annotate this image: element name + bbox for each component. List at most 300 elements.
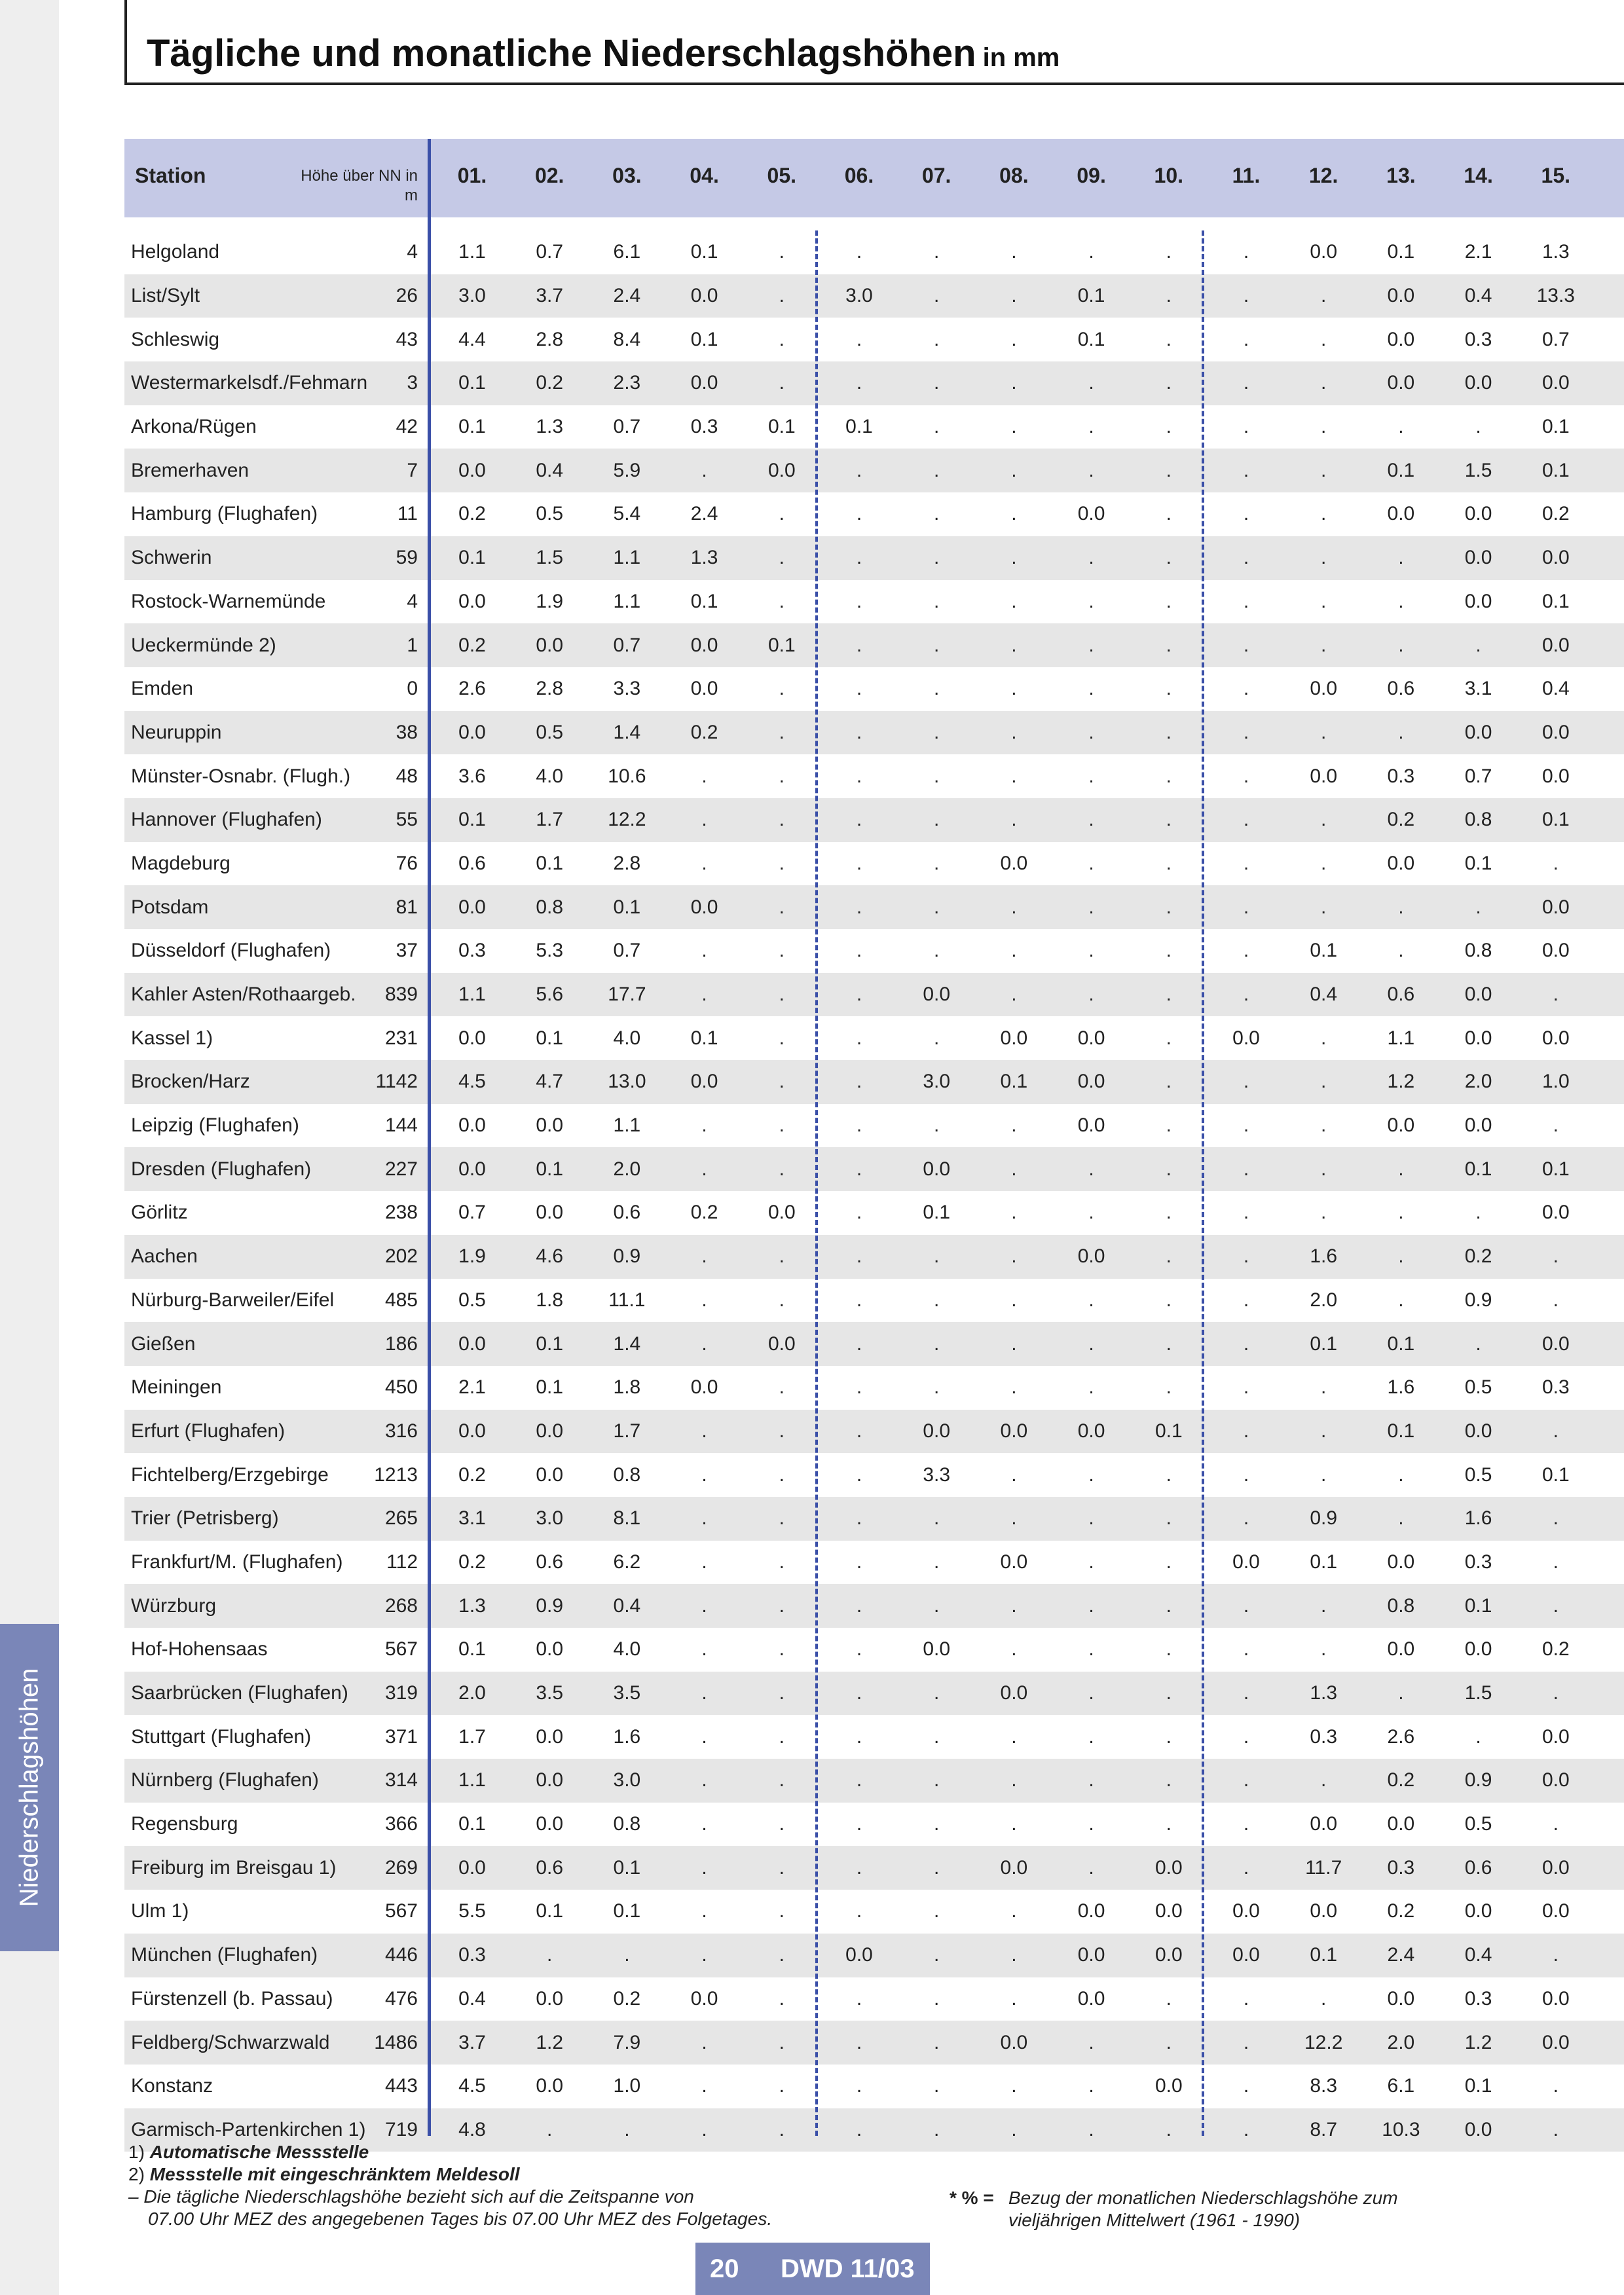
daily-value: 1.1: [458, 983, 486, 1006]
daily-value: .: [1166, 1245, 1172, 1268]
station-height: 11: [397, 503, 418, 525]
edition-label: DWD 11/03: [781, 2254, 915, 2283]
footnote-2-key: 2): [128, 2164, 145, 2184]
daily-value: .: [1321, 1594, 1327, 1617]
daily-value: .: [1088, 590, 1094, 612]
daily-value: .: [1011, 809, 1017, 831]
daily-value: .: [1475, 416, 1481, 438]
daily-value: .: [701, 1420, 707, 1442]
daily-value: 0.0: [1464, 721, 1492, 743]
station-name: Fichtelberg/Erzgebirge: [131, 1463, 329, 1486]
daily-value: .: [1166, 1725, 1172, 1748]
daily-value: 5.6: [536, 983, 564, 1006]
daily-value: .: [1243, 416, 1249, 438]
daily-value: 0.1: [1154, 1420, 1183, 1442]
daily-value: 1.6: [1310, 1245, 1338, 1268]
daily-value: 0.0: [1310, 678, 1338, 700]
daily-value: 4.6: [536, 1245, 564, 1268]
daily-value: 3.6: [458, 765, 486, 787]
daily-value: 0.0: [1000, 1420, 1028, 1442]
daily-value: .: [856, 1813, 862, 1835]
daily-value: .: [1088, 678, 1094, 700]
daily-value: .: [856, 1376, 862, 1399]
station-height: 7: [407, 459, 418, 481]
daily-value: .: [701, 1507, 707, 1530]
station-name: Schwerin: [131, 547, 212, 569]
daily-value: .: [1243, 590, 1249, 612]
daily-value: 1.0: [613, 2075, 641, 2097]
footnotes: [128, 2141, 772, 2230]
daily-value: .: [1243, 1682, 1249, 1704]
daily-value: 4.0: [613, 1638, 641, 1661]
daily-value: .: [856, 1158, 862, 1180]
daily-value: .: [934, 678, 940, 700]
table-row: [124, 1715, 1624, 1759]
daily-value: 0.1: [613, 1900, 641, 1922]
daily-value: .: [1011, 503, 1017, 525]
daily-value: 3.0: [458, 285, 486, 307]
daily-value: 4.4: [458, 328, 486, 350]
daily-value: 0.7: [1464, 765, 1492, 787]
table-row: [124, 1934, 1624, 1977]
daily-value: 4.5: [458, 2075, 486, 2097]
station-height: 1213: [374, 1463, 418, 1486]
daily-value: .: [934, 1987, 940, 2010]
table-header: [124, 139, 1624, 217]
daily-value: 6.1: [613, 241, 641, 263]
daily-value: .: [1088, 809, 1094, 831]
daily-value: .: [856, 1289, 862, 1311]
daily-value: 0.1: [536, 1900, 564, 1922]
table-row: [124, 1497, 1624, 1541]
daily-value: .: [1166, 1682, 1172, 1704]
daily-value: 0.2: [1387, 1900, 1415, 1922]
daily-value: .: [779, 2031, 784, 2053]
daily-value: 0.6: [1464, 1856, 1492, 1879]
daily-value: .: [1553, 1289, 1559, 1311]
daily-value: .: [1243, 2118, 1249, 2140]
daily-value: 0.0: [458, 1332, 486, 1355]
daily-value: 0.0: [1387, 372, 1415, 394]
daily-value: 4.5: [458, 1071, 486, 1093]
station-height: 238: [384, 1202, 418, 1224]
footnote-1-text: Automatische Messstelle: [149, 2142, 369, 2162]
daily-value: 1.7: [536, 809, 564, 831]
daily-value: 0.0: [690, 634, 718, 656]
station-height: 476: [384, 1987, 418, 2010]
daily-value: 0.1: [536, 852, 564, 874]
daily-value: .: [1243, 765, 1249, 787]
station-name: Freiburg im Breisgau 1): [131, 1856, 337, 1879]
daily-value: 0.4: [1310, 983, 1338, 1006]
daily-value: 1.5: [1464, 1682, 1492, 1704]
daily-value: .: [934, 765, 940, 787]
daily-value: .: [856, 2031, 862, 2053]
daily-value: .: [1321, 328, 1327, 350]
table-row: [124, 449, 1624, 492]
daily-value: .: [1243, 547, 1249, 569]
daily-value: 0.0: [1387, 1987, 1415, 2010]
table-row: [124, 492, 1624, 536]
daily-value: .: [1088, 1813, 1094, 1835]
daily-value: .: [1011, 2118, 1017, 2140]
daily-value: .: [1011, 765, 1017, 787]
daily-value: .: [1011, 1376, 1017, 1399]
daily-value: 0.0: [1464, 1638, 1492, 1661]
table-row: [124, 274, 1624, 318]
daily-value: 0.0: [923, 1420, 951, 1442]
daily-value: 0.6: [1387, 983, 1415, 1006]
daily-value: 0.1: [1077, 285, 1105, 307]
header-day: 09.: [1077, 164, 1106, 187]
daily-value: .: [1011, 328, 1017, 350]
daily-value: .: [1398, 1158, 1404, 1180]
daily-value: .: [701, 1725, 707, 1748]
daily-value: .: [1166, 1463, 1172, 1486]
daily-value: 0.0: [458, 1420, 486, 1442]
header-day: 06.: [844, 164, 874, 187]
daily-value: .: [856, 372, 862, 394]
daily-value: .: [624, 2118, 630, 2140]
daily-value: .: [1088, 1856, 1094, 1879]
daily-value: .: [1011, 1769, 1017, 1791]
daily-value: 0.0: [1077, 1987, 1105, 2010]
daily-value: 0.0: [1464, 590, 1492, 612]
daily-value: 2.4: [690, 503, 718, 525]
daily-value: 0.2: [458, 503, 486, 525]
daily-value: 0.0: [536, 1769, 564, 1791]
table-row: [124, 798, 1624, 842]
daily-value: .: [1088, 1463, 1094, 1486]
daily-value: 0.6: [536, 1551, 564, 1573]
daily-value: .: [856, 328, 862, 350]
daily-value: .: [1166, 1987, 1172, 2010]
daily-value: .: [1166, 1027, 1172, 1049]
footnote-1: [128, 2141, 772, 2163]
daily-value: .: [1088, 1638, 1094, 1661]
daily-value: 0.1: [1541, 416, 1570, 438]
table-row: [124, 1672, 1624, 1716]
daily-value: 0.3: [1310, 1725, 1338, 1748]
header-day: 12.: [1308, 164, 1338, 187]
daily-value: 0.0: [690, 1071, 718, 1093]
daily-value: 0.0: [536, 1114, 564, 1137]
daily-value: .: [856, 1987, 862, 2010]
daily-value: .: [856, 721, 862, 743]
daily-value: 11.7: [1305, 1856, 1342, 1879]
daily-value: 0.0: [690, 372, 718, 394]
daily-value: 0.1: [536, 1332, 564, 1355]
daily-value: 0.8: [1387, 1594, 1415, 1617]
station-name: Potsdam: [131, 896, 209, 918]
daily-value: 0.0: [1541, 1332, 1570, 1355]
daily-value: 0.0: [690, 1987, 718, 2010]
daily-value: .: [701, 1900, 707, 1922]
station-height: 48: [396, 765, 418, 787]
daily-value: .: [856, 896, 862, 918]
daily-value: .: [856, 809, 862, 831]
daily-value: 0.0: [1464, 983, 1492, 1006]
daily-value: 0.1: [1000, 1071, 1028, 1093]
daily-value: .: [701, 1813, 707, 1835]
daily-value: 1.3: [536, 416, 564, 438]
daily-value: .: [1166, 1332, 1172, 1355]
page-title-unit: in mm: [982, 43, 1060, 72]
header-day: 13.: [1386, 164, 1416, 187]
daily-value: .: [1088, 1507, 1094, 1530]
daily-value: .: [1088, 1682, 1094, 1704]
station-name: Kahler Asten/Rothaargeb.: [131, 983, 356, 1006]
daily-value: 0.0: [1154, 1900, 1183, 1922]
daily-value: .: [779, 940, 784, 962]
daily-value: .: [934, 372, 940, 394]
station-height: 202: [384, 1245, 418, 1268]
header-day: 10.: [1154, 164, 1184, 187]
daily-value: 0.0: [1541, 721, 1570, 743]
daily-value: 13.3: [1536, 285, 1575, 307]
daily-value: 0.1: [690, 328, 718, 350]
station-height: 1142: [375, 1071, 418, 1093]
station-name: Bremerhaven: [131, 459, 249, 481]
daily-value: .: [1398, 416, 1404, 438]
daily-value: 0.6: [613, 1202, 641, 1224]
daily-value: 2.8: [613, 852, 641, 874]
daily-value: 0.6: [1387, 678, 1415, 700]
daily-value: .: [1243, 1725, 1249, 1748]
daily-value: 0.0: [1000, 1682, 1028, 1704]
daily-value: 0.4: [1464, 1944, 1492, 1966]
daily-value: 7.9: [613, 2031, 641, 2053]
daily-value: .: [934, 2075, 940, 2097]
page-title: [147, 31, 1060, 75]
daily-value: .: [1321, 1376, 1327, 1399]
daily-value: 1.9: [536, 590, 564, 612]
station-name: Magdeburg: [131, 852, 231, 874]
daily-value: .: [1398, 634, 1404, 656]
daily-value: 0.0: [1541, 372, 1570, 394]
daily-value: .: [779, 285, 784, 307]
daily-value: .: [1553, 1594, 1559, 1617]
daily-value: 0.0: [536, 1725, 564, 1748]
daily-value: .: [1011, 1245, 1017, 1268]
station-height: 1: [407, 634, 418, 656]
daily-value: .: [1321, 285, 1327, 307]
daily-value: 1.6: [1387, 1376, 1415, 1399]
table-row: [124, 623, 1624, 667]
daily-value: .: [1321, 1420, 1327, 1442]
daily-value: .: [1166, 1813, 1172, 1835]
daily-value: 3.0: [923, 1071, 951, 1093]
daily-value: 0.0: [1077, 1071, 1105, 1093]
daily-value: .: [779, 765, 784, 787]
daily-value: .: [934, 241, 940, 263]
daily-value: 0.0: [458, 1158, 486, 1180]
daily-value: 0.0: [1000, 2031, 1028, 2053]
daily-value: .: [701, 459, 707, 481]
daily-value: 0.0: [1232, 1551, 1260, 1573]
station-name: Gießen: [131, 1332, 196, 1355]
daily-value: 13.0: [608, 1071, 646, 1093]
daily-value: 2.8: [536, 678, 564, 700]
daily-value: .: [701, 1551, 707, 1573]
daily-value: .: [1088, 1594, 1094, 1617]
daily-value: .: [934, 328, 940, 350]
daily-value: 1.9: [458, 1245, 486, 1268]
daily-value: .: [1166, 809, 1172, 831]
daily-value: 1.1: [458, 1769, 486, 1791]
daily-value: 0.0: [923, 1158, 951, 1180]
table-row: [124, 1584, 1624, 1628]
daily-value: 0.5: [536, 503, 564, 525]
daily-value: .: [701, 1856, 707, 1879]
daily-value: 2.4: [1387, 1944, 1415, 1966]
daily-value: 0.0: [1464, 503, 1492, 525]
daily-value: .: [856, 2118, 862, 2140]
daily-value: 0.9: [1310, 1507, 1338, 1530]
station-height: 186: [384, 1332, 418, 1355]
page-title-text: Tägliche und monatliche Niederschlagshöhen: [147, 32, 976, 75]
percent-note-line1: Bezug der monatlichen Niederschlagshöhe zum: [1008, 2188, 1398, 2208]
daily-value: .: [779, 241, 784, 263]
daily-value: .: [856, 1638, 862, 1661]
daily-value: .: [1243, 1420, 1249, 1442]
daily-value: 0.1: [536, 1027, 564, 1049]
daily-value: .: [1398, 1463, 1404, 1486]
daily-value: 0.2: [690, 1202, 718, 1224]
daily-value: .: [779, 328, 784, 350]
daily-value: .: [1011, 1900, 1017, 1922]
daily-value: .: [934, 1332, 940, 1355]
daily-value: .: [1166, 896, 1172, 918]
station-height: 59: [396, 547, 418, 569]
daily-value: .: [779, 1725, 784, 1748]
daily-value: 0.0: [536, 1987, 564, 2010]
daily-value: .: [701, 1332, 707, 1355]
table-row: [124, 1628, 1624, 1672]
daily-value: .: [856, 1507, 862, 1530]
daily-value: 0.0: [923, 1638, 951, 1661]
daily-value: 0.0: [1387, 1551, 1415, 1573]
page-footer: [695, 2243, 930, 2295]
daily-value: 0.7: [613, 416, 641, 438]
daily-value: .: [856, 1725, 862, 1748]
daily-value: 0.0: [1077, 503, 1105, 525]
daily-value: 2.3: [613, 372, 641, 394]
daily-value: 0.2: [1387, 809, 1415, 831]
daily-value: 0.5: [1464, 1463, 1492, 1486]
table-row: [124, 1846, 1624, 1890]
table-row: [124, 2021, 1624, 2065]
daily-value: 2.8: [536, 328, 564, 350]
daily-value: 0.0: [1310, 765, 1338, 787]
daily-value: .: [934, 809, 940, 831]
table-row: [124, 405, 1624, 449]
station-name: Hannover (Flughafen): [131, 809, 322, 831]
station-name: Stuttgart (Flughafen): [131, 1725, 312, 1748]
station-name: Hof-Hohensaas: [131, 1638, 268, 1661]
daily-value: .: [1011, 1507, 1017, 1530]
daily-value: .: [934, 1944, 940, 1966]
daily-value: .: [1011, 1158, 1017, 1180]
daily-value: .: [934, 503, 940, 525]
daily-value: .: [779, 1507, 784, 1530]
daily-value: .: [1553, 1813, 1559, 1835]
daily-value: 0.3: [1541, 1376, 1570, 1399]
side-tab: [0, 1624, 59, 1951]
daily-value: .: [1088, 2118, 1094, 2140]
daily-value: 0.0: [536, 1202, 564, 1224]
daily-value: .: [1166, 1551, 1172, 1573]
station-name: List/Sylt: [131, 285, 200, 307]
daily-value: .: [701, 1682, 707, 1704]
daily-value: .: [1166, 328, 1172, 350]
daily-value: .: [779, 1289, 784, 1311]
table-row: [124, 1366, 1624, 1410]
daily-value: 0.8: [536, 896, 564, 918]
station-height: 269: [384, 1856, 418, 1879]
daily-value: 0.0: [1387, 1638, 1415, 1661]
daily-value: 0.0: [1077, 1027, 1105, 1049]
daily-value: .: [1321, 547, 1327, 569]
daily-value: .: [1553, 1682, 1559, 1704]
station-name: Emden: [131, 678, 194, 700]
table-row: [124, 885, 1624, 929]
daily-value: .: [1243, 1245, 1249, 1268]
side-tab-label: Niederschlagshöhen: [14, 1668, 44, 1907]
daily-value: .: [856, 1682, 862, 1704]
daily-value: 0.0: [1541, 1900, 1570, 1922]
daily-value: .: [1011, 983, 1017, 1006]
daily-value: 0.5: [1464, 1813, 1492, 1835]
station-height: 76: [396, 852, 418, 874]
daily-value: .: [1243, 896, 1249, 918]
daily-value: 0.0: [1541, 547, 1570, 569]
daily-value: 0.3: [458, 1944, 486, 1966]
header-station: Station: [135, 164, 206, 187]
daily-value: 2.0: [1387, 2031, 1415, 2053]
table-row: [124, 318, 1624, 361]
daily-value: 0.1: [1310, 1944, 1338, 1966]
daily-value: 0.0: [1464, 372, 1492, 394]
daily-value: 0.1: [1077, 328, 1105, 350]
daily-value: .: [1011, 940, 1017, 962]
daily-value: .: [1088, 372, 1094, 394]
daily-value: .: [856, 1769, 862, 1791]
daily-value: .: [1088, 1725, 1094, 1748]
daily-value: .: [1088, 765, 1094, 787]
station-height: 839: [384, 983, 418, 1006]
daily-value: 0.0: [1387, 1114, 1415, 1137]
header-day: 14.: [1464, 164, 1493, 187]
daily-value: 0.0: [1077, 1944, 1105, 1966]
daily-value: 0.0: [767, 1202, 796, 1224]
daily-value: 0.0: [536, 1813, 564, 1835]
daily-value: .: [1088, 2075, 1094, 2097]
daily-value: .: [856, 241, 862, 263]
daily-value: .: [1011, 1289, 1017, 1311]
daily-value: 3.0: [536, 1507, 564, 1530]
table-row: [124, 1803, 1624, 1846]
daily-value: .: [1011, 1813, 1017, 1835]
daily-value: 1.8: [613, 1376, 641, 1399]
daily-value: .: [1166, 1769, 1172, 1791]
daily-value: 0.7: [536, 241, 564, 263]
daily-value: 1.4: [613, 1332, 641, 1355]
daily-value: .: [1011, 1114, 1017, 1137]
daily-value: .: [856, 983, 862, 1006]
daily-value: 0.0: [767, 1332, 796, 1355]
station-height: 567: [384, 1638, 418, 1661]
